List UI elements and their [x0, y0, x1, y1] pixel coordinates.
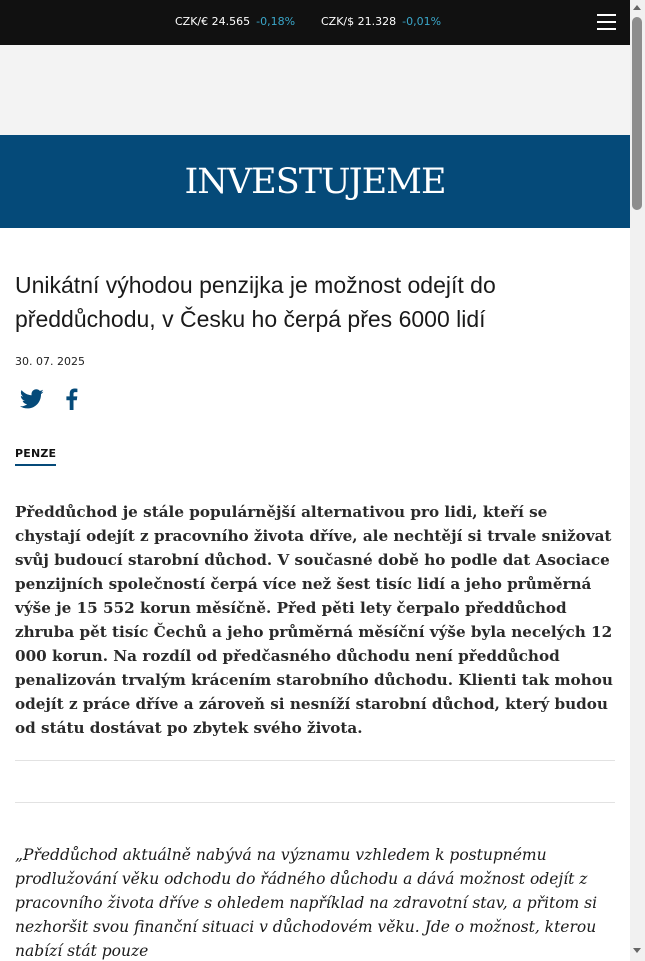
ticker-usd-rate: CZK/$ 21.328: [321, 15, 397, 28]
page-scrollbar[interactable]: [630, 0, 645, 961]
ticker-eur-rate: CZK/€ 24.565: [175, 15, 251, 28]
category-tag[interactable]: PENZE: [15, 447, 56, 466]
divider: [15, 802, 615, 803]
article-title: Unikátní výhodou penzijka je možnost odejít do předdůchodu, v Česku ho čerpá přes 6000 lidí: [15, 272, 496, 332]
article-date: 30. 07. 2025: [15, 355, 85, 368]
ad-placeholder: [0, 45, 630, 135]
scroll-down-arrow-icon[interactable]: [633, 948, 641, 953]
twitter-icon[interactable]: [20, 387, 44, 411]
ticker-eur-change: -0,18%: [256, 15, 296, 28]
ticker-eur[interactable]: [175, 15, 295, 28]
scroll-thumb[interactable]: [632, 17, 642, 210]
article-lead: Předdůchod je stále populárnější alternativou pro lidi, kteří se chystají odejít z pracovního života dříve, ale nechtějí si trvale snižovat svůj budoucí starobní důchod. V současné době ho podle dat Asociace penzijních společností čerpá více než šest tisíc lidí a jeho průměrná výše je 15 552 korun měsíčně. Před pěti lety čerpalo předdůchod zhruba pět tisíc Čechů a jeho průměrná měsíční výše byla necelých 12 000 korun. Na rozdíl od předčasného důchodu není předdůchod penalizován trvalým krácením starobního důchodu. Klienti tak mohou odejít z práce dříve a zároveň si nesníží starobní důchod, který budou od státu dostávat po zbytek svého života.: [15, 503, 613, 737]
ticker-usd[interactable]: [321, 15, 441, 28]
brand-banner: [0, 135, 630, 228]
hamburger-menu-icon[interactable]: [597, 14, 616, 30]
scroll-up-arrow-icon[interactable]: [633, 5, 641, 10]
article-quote: „Předdůchod aktuálně nabývá na významu vzhledem k postupnému prodlužování věku odchodu do řádného důchodu a dává možnost odejít z pracovního života dříve s ohledem například na zdravotní stav, a přitom si nezhoršit svou finanční situaci v důchodovém věku. Jde o možnost, kterou nabízí stát pouze: [15, 846, 598, 960]
divider: [15, 760, 615, 761]
currency-ticker-bar: [0, 0, 630, 45]
facebook-icon[interactable]: [60, 387, 84, 411]
ticker-usd-change: -0,01%: [402, 15, 442, 28]
site-logo[interactable]: INVESTUJEME: [184, 162, 446, 202]
